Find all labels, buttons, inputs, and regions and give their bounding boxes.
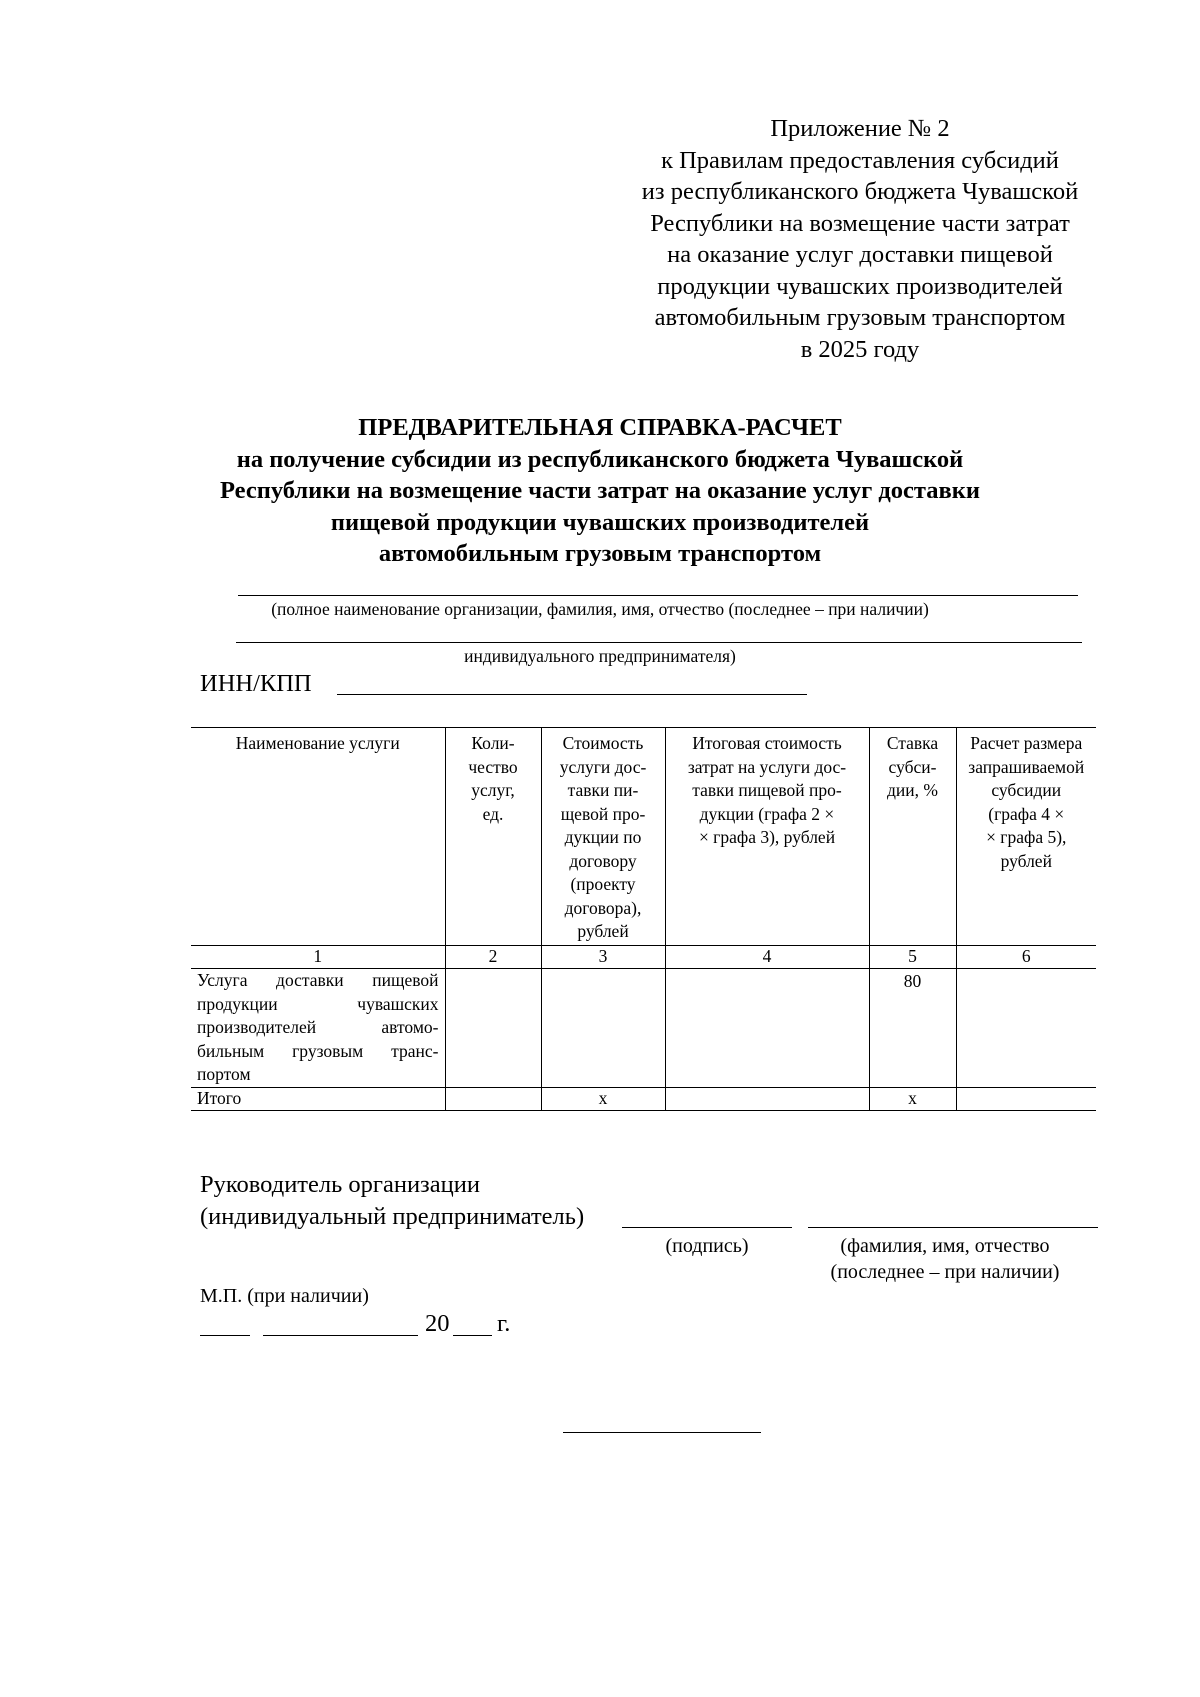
column-number: 5 <box>869 946 956 969</box>
total-cost-sum-cell[interactable] <box>665 1088 869 1111</box>
annex-line: продукции чувашских производителей <box>657 272 1063 300</box>
total-rate-cell: х <box>869 1088 956 1111</box>
date-year-prefix: 20 <box>425 1310 450 1337</box>
date-month-field[interactable] <box>263 1335 418 1336</box>
annex-header <box>600 113 1120 365</box>
subsidy-cell[interactable] <box>956 969 1096 1088</box>
signature-caption: (подпись) <box>665 1235 749 1257</box>
head-title-line-1: Руководитель организации <box>200 1171 480 1198</box>
header-quantity: Коли- чество услуг, ед. <box>445 728 541 946</box>
total-row <box>191 1088 1096 1111</box>
column-number: 4 <box>665 946 869 969</box>
header-service-name: Наименование услуги <box>191 728 445 946</box>
column-number: 1 <box>191 946 445 969</box>
header-total-cost: Итоговая стоимость затрат на услуги дос- тавки пищевой про- дукции (графа 2 × × графа 3), рублей <box>665 728 869 946</box>
annex-line: на оказание услуг доставки пищевой <box>667 241 1053 268</box>
annex-line: Республики на возмещение части затрат <box>650 209 1070 237</box>
org-name-field-line-1[interactable] <box>238 595 1078 596</box>
annex-line: в 2025 году <box>800 335 920 363</box>
header-rate: Ставка субси- дии, % <box>869 728 956 946</box>
bottom-separator <box>563 1432 761 1433</box>
annex-line: автомобильным грузовым транспортом <box>654 304 1066 331</box>
org-name-caption-2: индивидуального предпринимателя) <box>464 646 736 666</box>
org-name-field-line-2[interactable] <box>236 642 1082 643</box>
date-year-field[interactable] <box>453 1335 492 1336</box>
annex-line: из республиканского бюджета Чувашской <box>641 178 1079 205</box>
table-row <box>191 969 1096 1088</box>
full-name-field-line[interactable] <box>808 1227 1098 1228</box>
annex-line: к Правилам предоставления субсидий <box>661 146 1059 174</box>
column-number: 3 <box>541 946 665 969</box>
total-cost-cell[interactable] <box>665 969 869 1088</box>
annex-line: Приложение № 2 <box>770 115 950 142</box>
title-line: ПРЕДВАРИТЕЛЬНАЯ СПРАВКА-РАСЧЕТ <box>358 414 842 441</box>
table-header-row <box>191 728 1096 946</box>
date-day-field[interactable] <box>200 1335 250 1336</box>
document-title <box>100 412 1100 570</box>
inn-field-line[interactable] <box>337 694 807 695</box>
title-line: пищевой продукции чувашских производителей <box>330 508 870 536</box>
head-title-line-2: (индивидуальный предприниматель) <box>200 1203 585 1230</box>
signature-field-line[interactable] <box>622 1227 792 1228</box>
full-name-caption-1: (фамилия, имя, отчество <box>840 1235 1050 1257</box>
org-name-caption-1: (полное наименование организации, фамилия, имя, отчество (последнее – при наличии) <box>271 599 929 619</box>
total-subsidy-cell[interactable] <box>956 1088 1096 1111</box>
rate-cell: 80 <box>869 969 956 1088</box>
total-price-cell: х <box>541 1088 665 1111</box>
title-line: на получение субсидии из республиканского бюджета Чувашской <box>236 445 964 473</box>
inn-label: ИНН/КПП <box>200 670 312 697</box>
title-line: автомобильным грузовым транспортом <box>378 540 822 567</box>
total-quantity-cell[interactable] <box>445 1088 541 1111</box>
date-year-suffix: г. <box>497 1310 511 1337</box>
header-subsidy: Расчет размера запрашиваемой субсидии (графа 4 × × графа 5), рублей <box>956 728 1096 946</box>
full-name-caption-2: (последнее – при наличии) <box>830 1261 1060 1283</box>
quantity-cell[interactable] <box>445 969 541 1088</box>
calculation-table <box>191 727 1096 1111</box>
stamp-label: М.П. (при наличии) <box>200 1285 369 1307</box>
column-number-row <box>191 946 1096 969</box>
title-line: Республики на возмещение части затрат на оказание услуг доставки <box>220 477 980 504</box>
total-label-cell: Итого <box>191 1088 445 1111</box>
service-name-cell: Услуга доставки пищевой продукции чувашских производителей автомо-бильным грузовым транс-портом <box>191 969 445 1088</box>
column-number: 2 <box>445 946 541 969</box>
column-number: 6 <box>956 946 1096 969</box>
header-price: Стоимость услуги дос- тавки пи- щевой про- дукции по договору (проекту договора), рублей <box>541 728 665 946</box>
price-cell[interactable] <box>541 969 665 1088</box>
